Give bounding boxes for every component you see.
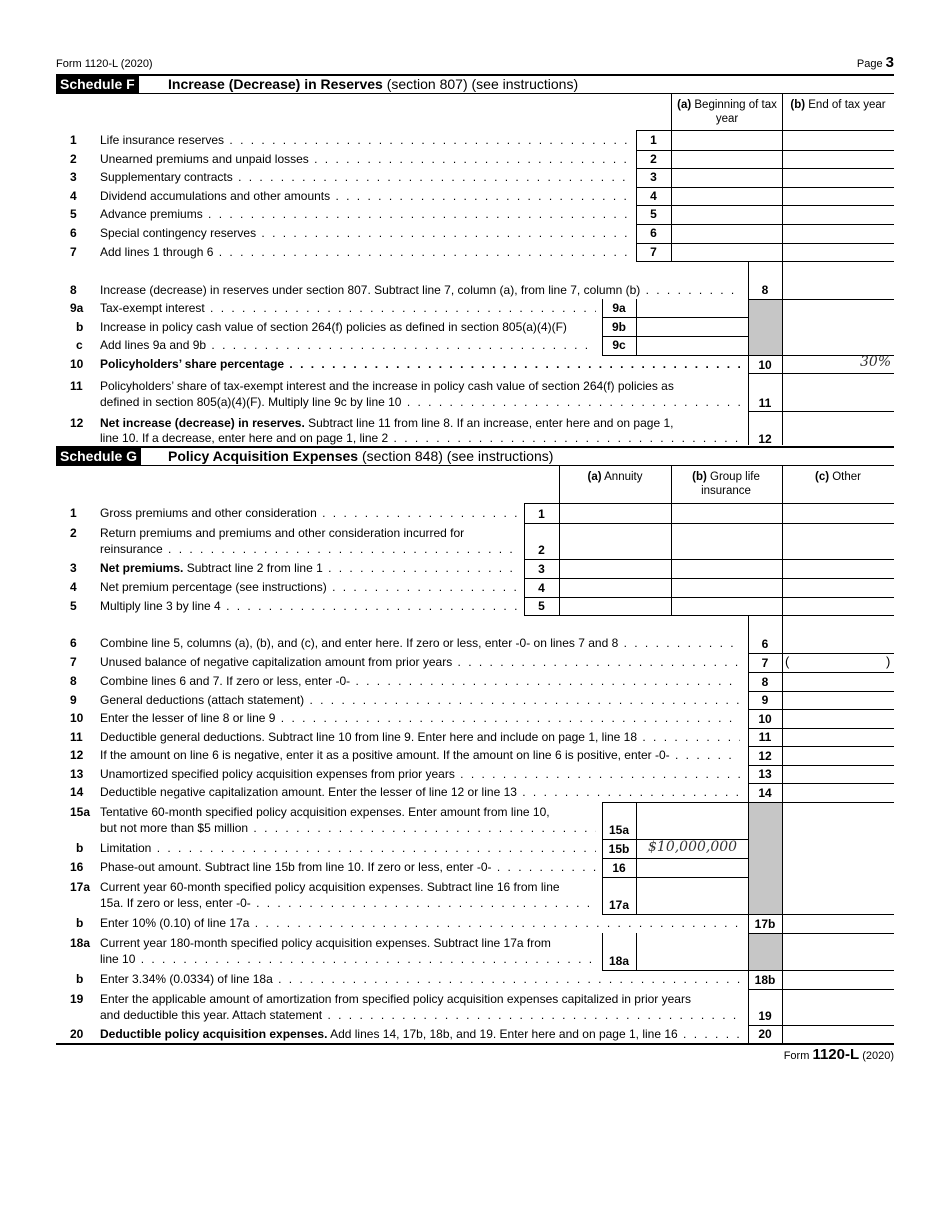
schedG-l7-num: 7 xyxy=(70,655,77,669)
schedG-col-b-text: Group life insurance xyxy=(701,471,760,497)
schedF-col-b-header xyxy=(782,98,894,112)
schedF-line-text: Supplementary contracts . . . xyxy=(100,170,630,185)
schedG-l20-text xyxy=(100,1027,740,1042)
schedF-line-box: 3 xyxy=(650,170,657,185)
schedG-l3-box: 3 xyxy=(538,562,545,576)
schedG-l11-num: 11 xyxy=(70,729,83,744)
schedF-l12-rest: Subtract line 11 from line 8. If an increase, enter here and on page 1, xyxy=(304,416,674,430)
schedG-l2-text2: reinsurance . . . xyxy=(100,542,518,557)
schedF-col-a-letter: (a) xyxy=(677,99,692,111)
schedF-l10-box: 10 xyxy=(758,358,772,372)
schedG-l18a-text2: line 10 . . . xyxy=(100,952,596,967)
schedF-line-box: 5 xyxy=(650,207,657,222)
schedG-col-c-letter: (c) xyxy=(814,471,830,483)
schedG-l14-num: 14 xyxy=(70,785,84,799)
schedF-line-text: Dividend accumulations and other amounts . . . xyxy=(100,189,630,204)
schedF-line-num: 3 xyxy=(70,170,77,185)
schedG-l16-input[interactable] xyxy=(637,858,748,876)
schedule-g-tag: Schedule G xyxy=(56,447,141,465)
schedG-l5-box: 5 xyxy=(538,599,545,613)
schedF-col-b-letter: (b) xyxy=(790,99,806,111)
schedG-col-a-letter: (a) xyxy=(587,471,602,483)
schedF-l10-text: Policyholders’ share percentage . . . xyxy=(100,357,740,372)
schedG-l16-num: 16 xyxy=(70,859,84,874)
schedG-l7-text: Unused balance of negative capitalization amount from prior years . . . xyxy=(100,655,740,670)
schedF-l9c-input[interactable] xyxy=(637,337,748,354)
form-footer xyxy=(784,1046,894,1063)
schedG-l1-col-a-input[interactable] xyxy=(560,504,671,522)
schedG-l18a-box: 18a xyxy=(608,953,630,968)
schedG-l16-box: 16 xyxy=(612,860,626,875)
schedG-l2-col-a-input[interactable] xyxy=(560,523,671,558)
schedF-l11-text1: Policyholders’ share of tax-exempt interest and the increase in policy cash value of section 264(f) policies as xyxy=(100,379,674,393)
schedG-l7-box: 7 xyxy=(761,656,769,670)
schedF-l11-num: 11 xyxy=(70,379,83,393)
schedF-l9b-text: Increase in policy cash value of section 264(f) policies as defined in section 805(a)(4)(F) xyxy=(100,320,567,334)
schedF-l8-input[interactable] xyxy=(783,280,894,299)
schedF-line-text: Life insurance reserves . . . xyxy=(100,133,630,148)
schedG-l15b-num: b xyxy=(76,840,84,855)
schedG-l11-box: 11 xyxy=(758,730,772,744)
schedG-l6-text: Combine line 5, columns (a), (b), and (c), and enter here. If zero or less, enter -0- on lines 7 and 8 . . . xyxy=(100,636,740,651)
schedF-l12-text2: line 10. If a decrease, enter here and on page 1, line 2 . . . xyxy=(100,431,740,446)
schedG-l18a-num: 18a xyxy=(70,935,91,950)
schedG-l5-num: 5 xyxy=(70,598,77,613)
schedG-col-b-letter: (b) xyxy=(692,471,707,483)
schedF-col-b-input[interactable] xyxy=(783,187,894,205)
schedF-l9a-input[interactable] xyxy=(637,300,748,317)
schedG-l19-input[interactable] xyxy=(783,989,894,1024)
schedG-col-c-header xyxy=(782,470,894,484)
schedF-l12-box: 12 xyxy=(758,432,772,446)
schedF-l10-num: 10 xyxy=(70,357,84,371)
schedG-l3-col-c-input[interactable] xyxy=(783,559,894,577)
schedG-l19-text1: Enter the applicable amount of amortization from specified policy acquisition expenses capitalized in prior years xyxy=(100,991,691,1006)
schedG-l19-num: 19 xyxy=(70,991,84,1006)
schedG-row-rule xyxy=(524,615,894,616)
schedF-col-b-input[interactable] xyxy=(783,131,894,149)
schedG-l19-box: 19 xyxy=(758,1008,772,1023)
schedG-l8-num: 8 xyxy=(70,674,77,688)
schedF-line-box: 2 xyxy=(650,151,657,166)
schedF-col-a-input[interactable] xyxy=(672,224,782,242)
schedG-l13-input[interactable] xyxy=(783,765,894,783)
schedG-l3-num: 3 xyxy=(70,561,77,575)
schedF-col-a-input[interactable] xyxy=(672,243,782,261)
schedF-l9b-num: b xyxy=(76,320,84,334)
schedF-line-box: 4 xyxy=(650,188,657,203)
schedG-l13-num: 13 xyxy=(70,766,84,781)
schedF-line-num: 2 xyxy=(70,151,77,166)
schedG-l2-col-c-input[interactable] xyxy=(783,523,894,558)
schedF-col-b-input[interactable] xyxy=(783,168,894,186)
schedG-l9-box: 9 xyxy=(761,693,769,707)
schedF-l11-box: 11 xyxy=(758,396,772,410)
schedG-l17a-box: 17a xyxy=(608,897,630,912)
schedG-l4-col-c-input[interactable] xyxy=(783,578,894,596)
schedG-l17a-num: 17a xyxy=(70,879,91,894)
schedG-l4-num: 4 xyxy=(70,580,77,594)
schedG-l11-input[interactable] xyxy=(783,728,894,746)
schedF-l9a-box: 9a xyxy=(612,301,626,315)
schedF-col-b-input[interactable] xyxy=(783,150,894,168)
schedG-l14-box: 14 xyxy=(758,785,772,800)
footer-form-num: 1120-L xyxy=(812,1046,860,1063)
schedG-l5-col-b-input[interactable] xyxy=(672,597,782,615)
schedF-col-a-input[interactable] xyxy=(672,131,782,149)
schedF-l11-input[interactable] xyxy=(783,374,894,411)
schedG-l3-rest: Subtract line 2 from line 1 xyxy=(183,561,323,575)
schedule-g-title-bold: Policy Acquisition Expenses xyxy=(168,448,359,464)
schedG-l7-paren-close: ) xyxy=(886,654,891,669)
schedG-shade-15-17 xyxy=(749,803,782,914)
schedF-line-num: 5 xyxy=(70,207,77,222)
schedF-line-text: Advance premiums . . . xyxy=(100,207,630,222)
schedF-col-a-input[interactable] xyxy=(672,187,782,205)
schedG-l8-input[interactable] xyxy=(783,672,894,690)
schedF-l12-text1 xyxy=(100,416,740,431)
schedG-l17b-box: 17b xyxy=(754,916,776,931)
schedF-col-a-header xyxy=(672,98,782,126)
schedF-l8-box: 8 xyxy=(761,283,769,297)
schedG-l10-num: 10 xyxy=(70,711,84,725)
schedG-l1-num: 1 xyxy=(70,506,77,520)
schedG-l12-text: If the amount on line 6 is negative, enter it as a positive amount. If the amount on line 6 is positive, enter -0- . . . xyxy=(100,748,740,763)
schedF-line-box: 7 xyxy=(650,244,657,259)
schedG-l17a-text1: Current year 60-month specified policy acquisition expenses. Subtract line 16 from line xyxy=(100,879,560,894)
schedF-col-a-input[interactable] xyxy=(672,205,782,223)
schedG-l20-rest: Add lines 14, 17b, 18b, and 19. Enter here and on page 1, line 16 xyxy=(327,1026,678,1041)
schedG-l18b-box: 18b xyxy=(754,972,776,987)
schedG-l5-col-a-input[interactable] xyxy=(560,597,671,615)
schedG-l15a-text1: Tentative 60-month specified policy acquisition expenses. Enter amount from line 10, xyxy=(100,804,550,819)
schedF-line-num: 6 xyxy=(70,226,77,240)
form-id-top: Form 1120-L (2020) xyxy=(56,58,153,70)
schedule-f-title xyxy=(168,75,578,93)
schedG-l17b-text: Enter 10% (0.10) of line 17a . . . xyxy=(100,916,740,931)
schedG-l17a-input[interactable] xyxy=(637,877,748,913)
schedF-l12-input[interactable] xyxy=(783,412,894,445)
schedG-shade-18 xyxy=(749,934,782,970)
schedG-l10-box: 10 xyxy=(758,711,772,726)
schedG-l16-text: Phase-out amount. Subtract line 15b from line 10. If zero or less, enter -0- . . . xyxy=(100,860,596,875)
schedG-l15b-text: Limitation . . . xyxy=(100,841,596,856)
schedG-col-a-text: Annuity xyxy=(601,471,643,483)
schedG-l13-box: 13 xyxy=(758,767,772,781)
schedG-l18b-input[interactable] xyxy=(783,970,894,988)
page-number xyxy=(857,54,894,71)
schedG-col-b-header xyxy=(676,470,776,498)
schedG-l6-input[interactable] xyxy=(783,634,894,652)
schedG-l10-text: Enter the lesser of line 8 or line 9 . . . xyxy=(100,711,740,726)
schedF-col-b-input[interactable] xyxy=(783,224,894,242)
schedF-col-b-input[interactable] xyxy=(783,205,894,223)
schedG-col-c-text: Other xyxy=(829,471,862,483)
schedG-l6-box: 6 xyxy=(761,637,769,651)
schedG-l1-col-b-input[interactable] xyxy=(672,504,782,522)
schedG-l15a-num: 15a xyxy=(70,804,91,819)
schedG-l12-input[interactable] xyxy=(783,746,894,764)
schedG-l1-text: Gross premiums and other consideration . . . xyxy=(100,506,518,521)
schedF-col-a-input[interactable] xyxy=(672,150,782,168)
schedF-l9b-input[interactable] xyxy=(637,318,748,335)
schedG-l18a-input[interactable] xyxy=(637,933,748,969)
schedG-l15a-box: 15a xyxy=(608,822,630,837)
schedG-col-a-header xyxy=(560,470,670,484)
schedG-l9-input[interactable] xyxy=(783,691,894,709)
schedF-line-text: Special contingency reserves . . . xyxy=(100,226,630,241)
schedule-f-title-rest: (section 807) (see instructions) xyxy=(382,76,579,92)
schedF-l12-num: 12 xyxy=(70,416,84,430)
schedG-l18a-text1: Current year 180-month specified policy acquisition expenses. Subtract line 17a from xyxy=(100,935,551,950)
schedF-l12-bold: Net increase (decrease) in reserves. xyxy=(100,416,305,430)
schedG-l12-box: 12 xyxy=(758,748,772,763)
schedF-col-b-input[interactable] xyxy=(783,243,894,261)
schedF-l10-value[interactable]: 30% xyxy=(860,354,892,370)
schedG-l6-num: 6 xyxy=(70,636,77,650)
schedG-l1-col-c-input[interactable] xyxy=(783,504,894,522)
schedG-l10-input[interactable] xyxy=(783,709,894,727)
schedG-l20-bold: Deductible policy acquisition expenses. xyxy=(100,1026,328,1041)
schedG-l7-input[interactable] xyxy=(783,653,894,671)
schedG-l4-col-a-input[interactable] xyxy=(560,578,671,596)
schedG-l8-box: 8 xyxy=(761,674,769,689)
schedF-l9c-text: Add lines 9a and 9b . . . xyxy=(100,338,596,353)
schedG-l3-col-b-input[interactable] xyxy=(672,559,782,577)
schedG-l3-text xyxy=(100,561,518,576)
schedG-l7-paren-open: ( xyxy=(785,654,790,669)
schedG-l19-text2: and deductible this year. Attach statement . . . xyxy=(100,1008,740,1023)
schedule-g-title-rest: (section 848) (see instructions) xyxy=(358,448,554,464)
schedF-l9b-box: 9b xyxy=(611,320,626,334)
schedG-l4-col-b-input[interactable] xyxy=(672,578,782,596)
schedF-line-box: 6 xyxy=(650,226,657,240)
schedG-l5-col-c-input[interactable] xyxy=(783,597,894,615)
schedF-l9a-text: Tax-exempt interest . . . xyxy=(100,301,596,316)
schedG-l8-text: Combine lines 6 and 7. If zero or less, enter -0- . . . xyxy=(100,674,740,689)
page-word: Page xyxy=(856,58,883,70)
schedF-col-a-input[interactable] xyxy=(672,168,782,186)
schedG-l15a-text2: but not more than $5 million . . . xyxy=(100,821,596,836)
schedF-l9a-num: 9a xyxy=(70,301,84,315)
schedG-l20-box: 20 xyxy=(758,1027,772,1041)
schedF-l8-text: Increase (decrease) in reserves under section 807. Subtract line 7, column (a), from line 7, column (b) . . . xyxy=(100,283,740,298)
schedF-l9c-num: c xyxy=(76,338,83,352)
schedG-l17b-input[interactable] xyxy=(783,914,894,932)
schedG-l2-col-b-input[interactable] xyxy=(672,523,782,558)
page-num: 3 xyxy=(885,54,894,71)
schedG-l9-text: General deductions (attach statement) . . . xyxy=(100,693,740,708)
schedG-l11-text: Deductible general deductions. Subtract line 10 from line 9. Enter here and include on page 1, line 18 . . . xyxy=(100,730,740,745)
schedG-l20-input[interactable] xyxy=(783,1025,894,1043)
schedF-col-a-text: Beginning of tax year xyxy=(691,99,777,125)
schedule-f-title-bold: Increase (Decrease) in Reserves xyxy=(168,76,383,92)
schedG-l20-num: 20 xyxy=(70,1026,84,1041)
schedF-row-rule xyxy=(636,261,894,262)
schedF-l11-text2: defined in section 805(a)(4)(F). Multiply line 9c by line 10 . . . xyxy=(100,395,740,410)
footer-form-word: Form xyxy=(783,1050,810,1062)
schedG-l14-input[interactable] xyxy=(783,783,894,801)
footer-year: (2020) xyxy=(862,1050,894,1062)
schedF-l9c-box: 9c xyxy=(612,338,626,352)
schedF-col-b-text: End of tax year xyxy=(805,99,886,111)
schedG-l15a-input[interactable] xyxy=(637,802,748,838)
schedF-line-num: 4 xyxy=(70,188,77,203)
schedG-l18b-num: b xyxy=(76,971,84,986)
schedG-l18b-text: Enter 3.34% (0.0334) of line 18a . . . xyxy=(100,972,740,987)
schedG-l4-box: 4 xyxy=(538,580,545,595)
schedule-f-tag: Schedule F xyxy=(56,75,139,93)
schedF-line-text: Unearned premiums and unpaid losses . . . xyxy=(100,152,630,167)
schedG-l3-bold: Net premiums. xyxy=(100,561,184,575)
schedG-l2-box: 2 xyxy=(538,543,545,557)
schedG-l2-num: 2 xyxy=(70,526,77,540)
schedG-l3-col-a-input[interactable] xyxy=(560,559,671,577)
schedF-line-num: 1 xyxy=(70,133,77,147)
schedG-l13-text: Unamortized specified policy acquisition expenses from prior years . . . xyxy=(100,767,740,782)
schedF-line-num: 7 xyxy=(70,244,77,259)
schedG-l17a-text2: 15a. If zero or less, enter -0- . . . xyxy=(100,896,596,911)
schedF-line-text: Add lines 1 through 6 . . . xyxy=(100,245,630,260)
schedG-l12-num: 12 xyxy=(70,748,84,762)
schedF-line-box: 1 xyxy=(650,133,657,147)
schedG-l15b-box: 15b xyxy=(608,841,630,856)
schedG-l14-text: Deductible negative capitalization amount. Enter the lesser of line 12 or line 13 . . . xyxy=(100,785,740,800)
schedG-l5-text: Multiply line 3 by line 4 . . . xyxy=(100,599,518,614)
schedule-g-title xyxy=(168,447,553,465)
schedG-l17b-num: b xyxy=(76,915,84,930)
schedG-l1-box: 1 xyxy=(538,507,545,521)
schedG-l9-num: 9 xyxy=(70,692,77,707)
schedG-l4-text: Net premium percentage (see instructions) . . . xyxy=(100,580,518,595)
schedG-l2-text1: Return premiums and premiums and other consideration incurred for xyxy=(100,526,465,540)
schedG-l15b-value[interactable]: $10,000,000 xyxy=(648,839,738,855)
schedF-l8-num: 8 xyxy=(70,283,77,297)
